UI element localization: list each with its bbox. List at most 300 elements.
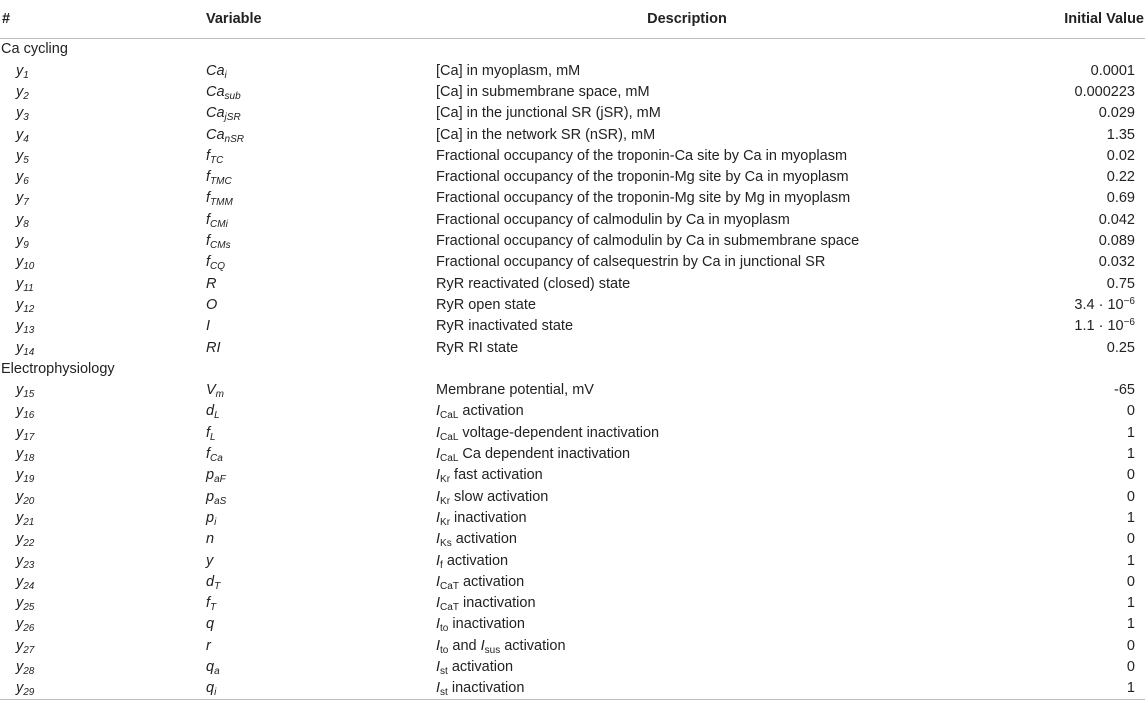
row-number-symbol: y — [16, 424, 24, 441]
description-text: voltage-dependent inactivation — [458, 424, 660, 441]
description-cell — [424, 167, 950, 188]
table-row — [0, 60, 1145, 81]
description-cell — [424, 273, 950, 294]
row-number — [0, 252, 204, 273]
description-cell — [424, 614, 950, 635]
description-cell — [424, 124, 950, 145]
initial-value-text: 0.02 — [1106, 147, 1135, 164]
initial-value-text: 0.75 — [1106, 275, 1135, 292]
table-row — [0, 635, 1145, 656]
current-symbol: I — [436, 446, 441, 463]
row-number-index: 26 — [23, 623, 35, 635]
row-number — [0, 571, 204, 592]
variable-symbol — [204, 380, 424, 401]
row-number — [0, 635, 204, 656]
variable-name: f — [206, 446, 211, 463]
description-text: activation — [447, 659, 514, 675]
variable-subscript: TC — [210, 154, 224, 166]
table-row — [0, 614, 1145, 635]
description-text: [Ca] in the junctional SR (jSR), mM — [436, 105, 661, 122]
variable-subscript: L — [210, 431, 216, 443]
table-row — [0, 145, 1145, 166]
initial-value-text: 0.69 — [1106, 190, 1135, 207]
description-text: inactivation — [450, 509, 527, 526]
variable-subscript: CMs — [210, 240, 231, 252]
row-number-index: 14 — [23, 346, 35, 358]
description-cell — [424, 444, 950, 465]
variable-name: r — [206, 637, 211, 654]
table-row — [0, 486, 1145, 507]
variable-symbol — [204, 657, 424, 678]
row-number-symbol: y — [16, 382, 24, 399]
description-text: slow activation — [450, 488, 549, 505]
header-row — [0, 0, 1145, 39]
variable-name: f — [206, 254, 211, 271]
row-number-symbol: y — [16, 233, 24, 250]
variable-name: d — [206, 573, 215, 590]
description-cell — [424, 571, 950, 592]
row-number-index: 28 — [23, 666, 35, 677]
initial-value — [950, 316, 1145, 337]
variable-symbol — [204, 188, 424, 209]
row-number-symbol: y — [16, 169, 24, 186]
variable-symbol — [204, 103, 424, 124]
variable-name: p — [206, 488, 215, 505]
current-symbol: I — [436, 531, 441, 548]
initial-value-text: 0 — [1126, 637, 1135, 654]
variable-symbol — [204, 508, 424, 529]
row-number-symbol: y — [16, 211, 24, 228]
description-text: inactivation — [448, 616, 525, 633]
description-text: [Ca] in myoplasm, mM — [436, 62, 581, 79]
variable-name: p — [206, 467, 215, 484]
table-row — [0, 231, 1145, 252]
row-number-index: 27 — [23, 644, 35, 656]
row-number-index: 21 — [23, 516, 35, 528]
row-number-index: 17 — [23, 431, 35, 443]
initial-value — [950, 167, 1145, 188]
variable-symbol — [204, 550, 424, 571]
row-number-symbol: y — [16, 446, 24, 463]
variable-name: p — [206, 509, 215, 526]
current-symbol: I — [436, 552, 441, 569]
variable-name: f — [206, 211, 211, 228]
description-cell — [424, 401, 950, 422]
variable-name: Ca — [206, 62, 225, 79]
initial-value — [950, 657, 1145, 678]
row-number — [0, 60, 204, 81]
row-number — [0, 550, 204, 571]
variable-subscript: sub — [224, 90, 241, 102]
description-text: Fractional occupancy of the troponin-Mg site by Mg in myoplasm — [436, 190, 851, 207]
current-subscript: sus — [484, 644, 501, 656]
description-text: Fractional occupancy of calmodulin by Ca in submembrane space — [436, 233, 860, 250]
initial-value-text: 0.000223 — [1074, 83, 1135, 100]
initial-value-text: 0.032 — [1098, 254, 1135, 271]
current-subscript: CaT — [440, 602, 459, 614]
table-row — [0, 401, 1145, 422]
row-number-symbol: y — [16, 637, 24, 654]
description-text: Fractional occupancy of calmodulin by Ca in myoplasm — [436, 211, 790, 228]
current-subscript: to — [440, 644, 449, 656]
initial-value — [950, 209, 1145, 230]
current-symbol: I — [436, 659, 441, 675]
row-number-index: 10 — [23, 261, 35, 273]
section-title: Electrophysiology — [1, 360, 115, 377]
description-cell — [424, 657, 950, 678]
table-row — [0, 444, 1145, 465]
row-number — [0, 273, 204, 294]
description-cell — [424, 380, 950, 401]
row-number — [0, 657, 204, 678]
row-number-index: 2 — [23, 90, 29, 102]
current-symbol: I — [436, 573, 441, 590]
variable-name: O — [206, 296, 218, 313]
variable-subscript: TMC — [210, 176, 232, 188]
variable-symbol — [204, 337, 424, 358]
variable-name: y — [206, 552, 214, 569]
variable-name: f — [206, 233, 211, 250]
table-row — [0, 571, 1145, 592]
current-symbol: I — [436, 680, 441, 697]
variable-symbol — [204, 422, 424, 443]
description-cell — [424, 529, 950, 550]
initial-value — [950, 444, 1145, 465]
row-number — [0, 188, 204, 209]
header-number: # — [0, 0, 204, 39]
row-number — [0, 231, 204, 252]
variable-subscript: T — [214, 580, 221, 592]
initial-value — [950, 60, 1145, 81]
variable-symbol — [204, 444, 424, 465]
row-number — [0, 444, 204, 465]
variable-name: RI — [206, 339, 221, 356]
row-number-symbol: y — [16, 254, 24, 271]
row-number-index: 12 — [23, 303, 35, 315]
section-row — [0, 39, 1145, 61]
row-number-index: 8 — [23, 218, 29, 230]
row-number — [0, 82, 204, 103]
row-number — [0, 465, 204, 486]
initial-value — [950, 465, 1145, 486]
section-title: Ca cycling — [1, 41, 68, 58]
initial-value — [950, 614, 1145, 635]
description-cell — [424, 465, 950, 486]
variable-symbol — [204, 209, 424, 230]
initial-value-text: 0 — [1126, 659, 1135, 675]
description-text: fast activation — [450, 467, 543, 484]
row-number-index: 13 — [23, 325, 35, 337]
description-cell — [424, 145, 950, 166]
row-number-symbol: y — [16, 531, 24, 548]
initial-value — [950, 529, 1145, 550]
initial-value — [950, 401, 1145, 422]
description-text: [Ca] in submembrane space, mM — [436, 83, 650, 100]
table-row — [0, 167, 1145, 188]
current-subscript: CaL — [440, 410, 459, 422]
current-symbol: I — [436, 488, 441, 505]
table-row — [0, 678, 1145, 700]
variable-name: I — [206, 318, 211, 335]
row-number-index: 1 — [23, 69, 29, 81]
variable-name: q — [206, 616, 215, 633]
row-number-index: 22 — [23, 538, 35, 550]
description-text: Fractional occupancy of calsequestrin by Ca in junctional SR — [436, 254, 826, 271]
row-number-index: 9 — [23, 240, 29, 252]
row-number — [0, 209, 204, 230]
row-number-index: 5 — [23, 154, 29, 166]
initial-value — [950, 124, 1145, 145]
variable-name: Ca — [206, 126, 225, 143]
variable-symbol — [204, 295, 424, 316]
current-subscript: CaL — [440, 431, 459, 443]
initial-value — [950, 422, 1145, 443]
initial-value — [950, 635, 1145, 656]
row-number — [0, 145, 204, 166]
variable-subscript: jSR — [224, 112, 241, 124]
header-description: Description — [424, 0, 950, 39]
description-cell — [424, 422, 950, 443]
row-number — [0, 422, 204, 443]
initial-value — [950, 273, 1145, 294]
row-number — [0, 337, 204, 358]
table-row — [0, 422, 1145, 443]
row-number-symbol: y — [16, 318, 24, 335]
description-cell — [424, 188, 950, 209]
table-row — [0, 316, 1145, 337]
variable-symbol — [204, 486, 424, 507]
row-number — [0, 486, 204, 507]
initial-value — [950, 571, 1145, 592]
description-text: activation — [458, 573, 525, 590]
row-number — [0, 167, 204, 188]
variable-symbol — [204, 593, 424, 614]
initial-value-text: 3.4 · 10 — [1074, 296, 1124, 313]
description-text: activation — [442, 552, 509, 569]
row-number — [0, 124, 204, 145]
variable-name: q — [206, 680, 215, 697]
row-number-index: 20 — [23, 495, 35, 507]
row-number — [0, 593, 204, 614]
table-row — [0, 593, 1145, 614]
current-symbol: I — [480, 637, 485, 654]
row-number-index: 29 — [23, 687, 35, 699]
description-cell — [424, 678, 950, 700]
current-subscript: Ks — [440, 538, 452, 550]
variable-symbol — [204, 231, 424, 252]
description-cell — [424, 593, 950, 614]
initial-value — [950, 231, 1145, 252]
current-subscript: Kr — [440, 474, 451, 486]
current-subscript: Kr — [440, 495, 451, 507]
table-row — [0, 380, 1145, 401]
variable-subscript: m — [215, 389, 225, 401]
description-text: [Ca] in the network SR (nSR), mM — [436, 126, 656, 143]
row-number — [0, 614, 204, 635]
variable-name: f — [206, 147, 211, 164]
initial-value — [950, 295, 1145, 316]
table-row — [0, 188, 1145, 209]
variable-subscript: TMM — [210, 197, 233, 209]
description-text: activation — [451, 531, 517, 548]
row-number-symbol: y — [16, 83, 24, 100]
variable-name: f — [206, 190, 211, 207]
initial-value — [950, 337, 1145, 358]
description-text: RyR reactivated (closed) state — [436, 275, 631, 292]
variable-symbol — [204, 124, 424, 145]
variable-subscript: i — [214, 687, 217, 699]
variable-name: f — [206, 595, 211, 612]
table-row — [0, 508, 1145, 529]
row-number — [0, 401, 204, 422]
variable-symbol — [204, 614, 424, 635]
description-text: RyR RI state — [436, 339, 519, 356]
row-number-index: 23 — [23, 559, 35, 571]
variable-subscript: a — [214, 666, 220, 677]
initial-value — [950, 145, 1145, 166]
row-number-symbol: y — [16, 467, 24, 484]
variable-subscript: i — [224, 69, 227, 81]
initial-value — [950, 103, 1145, 124]
row-number-symbol: y — [16, 509, 24, 526]
description-text: inactivation — [447, 680, 525, 697]
variable-symbol — [204, 529, 424, 550]
row-number-index: 18 — [23, 453, 35, 465]
row-number-symbol: y — [16, 126, 24, 143]
variable-subscript: i — [214, 516, 217, 528]
initial-value-text: 1 — [1126, 424, 1135, 441]
row-number-index: 19 — [23, 474, 35, 486]
initial-value-text: 1 — [1126, 552, 1135, 569]
variable-name: n — [206, 531, 215, 548]
description-text: RyR inactivated state — [436, 318, 574, 335]
description-cell — [424, 295, 950, 316]
initial-value-text: 0 — [1126, 573, 1135, 590]
table-row — [0, 657, 1145, 678]
table-row — [0, 124, 1145, 145]
variable-subscript: T — [210, 602, 217, 614]
description-text: inactivation — [458, 595, 536, 612]
row-number — [0, 380, 204, 401]
row-number-symbol: y — [16, 573, 24, 590]
variable-symbol — [204, 465, 424, 486]
row-number — [0, 295, 204, 316]
initial-value — [950, 593, 1145, 614]
initial-value-text: 0 — [1126, 488, 1135, 505]
variable-subscript: aS — [214, 495, 227, 507]
row-number-symbol: y — [16, 339, 24, 356]
variable-symbol — [204, 252, 424, 273]
description-cell — [424, 508, 950, 529]
variable-subscript: CQ — [210, 261, 226, 273]
initial-value-text: 0 — [1126, 467, 1135, 484]
row-number-symbol: y — [16, 552, 24, 569]
initial-value — [950, 508, 1145, 529]
initial-value — [950, 380, 1145, 401]
initial-value-text: -65 — [1114, 382, 1135, 399]
description-cell — [424, 337, 950, 358]
variable-name: R — [206, 275, 217, 292]
initial-value — [950, 486, 1145, 507]
variable-symbol — [204, 571, 424, 592]
description-text: Ca dependent inactivation — [458, 446, 631, 463]
initial-value-text: 0.0001 — [1090, 62, 1135, 79]
description-cell — [424, 60, 950, 81]
table-row — [0, 529, 1145, 550]
initial-value — [950, 678, 1145, 700]
current-symbol: I — [436, 595, 441, 612]
initial-value-text: 1.35 — [1106, 126, 1135, 143]
row-number — [0, 508, 204, 529]
variable-subscript: Ca — [210, 453, 223, 465]
variable-symbol — [204, 316, 424, 337]
initial-value-text: 1 — [1126, 595, 1135, 612]
variable-name: Ca — [206, 105, 225, 122]
row-number-index: 4 — [23, 133, 29, 145]
description-cell — [424, 486, 950, 507]
variable-symbol — [204, 60, 424, 81]
table-row — [0, 295, 1145, 316]
variable-name: d — [206, 403, 215, 420]
description-cell — [424, 635, 950, 656]
initial-value-exponent: −6 — [1123, 317, 1135, 329]
description-text: Fractional occupancy of the troponin-Mg site by Ca in myoplasm — [436, 169, 849, 186]
row-number-symbol: y — [16, 659, 24, 675]
initial-value-text: 0.029 — [1098, 105, 1135, 122]
row-number-index: 6 — [23, 176, 29, 188]
table-row — [0, 465, 1145, 486]
initial-value — [950, 550, 1145, 571]
current-subscript: Kr — [440, 516, 451, 528]
initial-value-text: 0.25 — [1106, 339, 1135, 356]
variable-symbol — [204, 635, 424, 656]
row-number-symbol: y — [16, 595, 24, 612]
current-subscript: CaT — [440, 580, 459, 592]
row-number — [0, 316, 204, 337]
initial-value-text: 1 — [1126, 680, 1135, 697]
current-symbol: I — [436, 637, 441, 654]
initial-value-text: 1 — [1126, 616, 1135, 633]
table-row — [0, 273, 1145, 294]
initial-value-text: 0.089 — [1098, 233, 1135, 250]
initial-value-text: 0 — [1126, 403, 1135, 420]
current-symbol: I — [436, 467, 441, 484]
section-row — [0, 358, 1145, 379]
row-number-index: 3 — [23, 112, 29, 124]
initial-value-text: 1 — [1126, 446, 1135, 463]
row-number-index: 11 — [23, 282, 34, 294]
row-number-symbol: y — [16, 488, 24, 505]
row-number-symbol: y — [16, 105, 24, 122]
variable-symbol — [204, 401, 424, 422]
table-row — [0, 252, 1145, 273]
initial-value — [950, 188, 1145, 209]
current-symbol: I — [436, 509, 441, 526]
description-cell — [424, 209, 950, 230]
variable-symbol — [204, 678, 424, 700]
row-number-symbol: y — [16, 616, 24, 633]
current-subscript: st — [440, 666, 448, 677]
variable-subscript: nSR — [224, 133, 244, 145]
row-number — [0, 678, 204, 700]
row-number-index: 25 — [23, 602, 35, 614]
table-row — [0, 103, 1145, 124]
table-row — [0, 337, 1145, 358]
row-number — [0, 529, 204, 550]
row-number-index: 24 — [23, 580, 35, 592]
description-cell — [424, 550, 950, 571]
table-row — [0, 550, 1145, 571]
